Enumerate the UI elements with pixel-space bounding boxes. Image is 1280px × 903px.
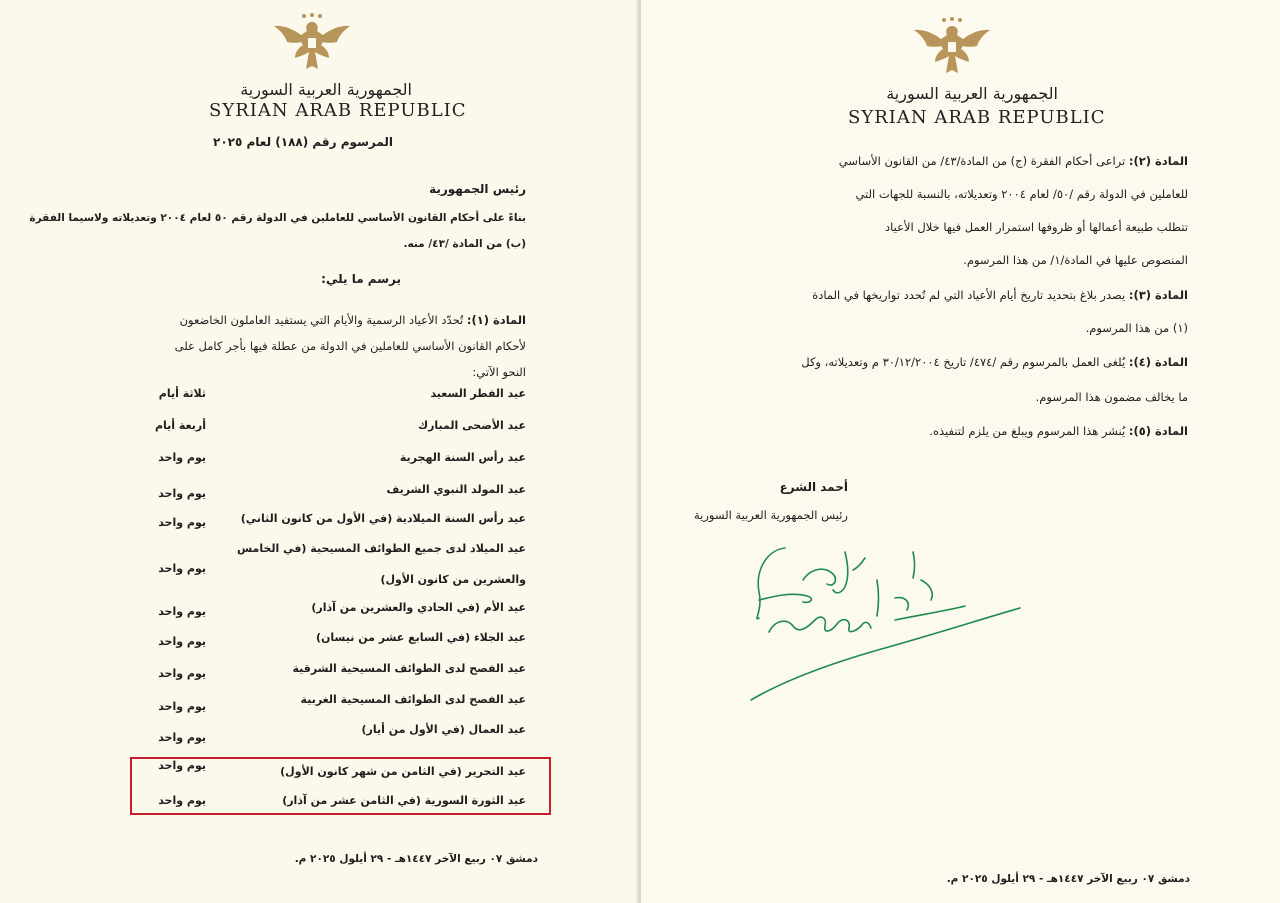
eagle-emblem-icon	[272, 12, 352, 72]
article-3-line-2: (١) من هذا المرسوم.	[1085, 321, 1188, 335]
article-4-text-line-1: يُلغى العمل بالمرسوم رقم /٤٧٤/ تاريخ ٣٠/١٢/٢٠٠٤ م وتعديلاته، وكل	[801, 355, 1126, 369]
holiday-name: عيد الفطر السعيد	[430, 387, 526, 400]
handwritten-signature-icon	[745, 540, 1025, 710]
decree-page-1	[0, 0, 638, 903]
holiday-duration: يوم واحد	[158, 451, 206, 464]
article-2-line-1	[839, 154, 1188, 168]
decrees-heading: يرسم ما يلي:	[321, 272, 401, 286]
holiday-name: عيد المولد النبوي الشريف	[386, 483, 526, 496]
article-1-line-2: لأحكام القانون الأساسي للعاملين في الدولة من عطلة فيها بأجر كامل على	[174, 339, 526, 353]
article-5-line-1	[929, 424, 1188, 438]
holiday-name: عيد الأم (في الحادي والعشرين من آذار)	[311, 601, 526, 614]
signatory-name: أحمد الشرع	[779, 480, 848, 494]
article-1-text-line-1: تُحدّد الأعياد الرسمية والأيام التي يستفيد العاملون الخاضعون	[179, 313, 464, 327]
president-heading: رئيس الجمهورية	[429, 182, 526, 196]
holiday-duration: يوم واحد	[158, 605, 206, 618]
article-4-line-2: ما يخالف مضمون هذا المرسوم.	[1035, 390, 1188, 404]
header-arabic-name: الجمهورية العربية السورية	[886, 84, 1058, 103]
preamble-line-2: (ب) من المادة /٤٣/ منه.	[403, 238, 526, 250]
article-4-label: المادة (٤):	[1128, 355, 1188, 369]
date-line: دمشق ٠٧ ربيع الآخر ١٤٤٧هـ - ٢٩ أيلول ٢٠٢٥ م.	[946, 873, 1190, 885]
holiday-name-continued: والعشرين من كانون الأول)	[380, 573, 526, 586]
article-1-line-3: النحو الآتي:	[472, 365, 526, 379]
date-line: دمشق ٠٧ ربيع الآخر ١٤٤٧هـ - ٢٩ أيلول ٢٠٢٥ م.	[294, 853, 538, 865]
article-3-label: المادة (٣):	[1128, 288, 1188, 302]
holiday-duration: يوم واحد	[158, 759, 206, 772]
holiday-duration: يوم واحد	[158, 562, 206, 575]
holiday-name: عيد الفصح لدى الطوائف المسيحية الغربية	[300, 693, 526, 706]
holiday-duration: يوم واحد	[158, 635, 206, 648]
decree-page-2	[641, 0, 1280, 903]
holiday-name: عيد رأس السنة الميلادية (في الأول من كانون الثاني)	[240, 512, 526, 525]
holiday-duration: يوم واحد	[158, 667, 206, 680]
holiday-name: عيد العمال (في الأول من أيار)	[361, 723, 526, 736]
article-3-line-1	[812, 288, 1188, 302]
holiday-duration: يوم واحد	[158, 731, 206, 744]
holiday-duration: يوم واحد	[158, 794, 206, 807]
article-1-label: المادة (١):	[466, 313, 526, 327]
header-english-name: SYRIAN ARAB REPUBLIC	[848, 107, 1106, 128]
holiday-duration: أربعة أيام	[154, 419, 206, 432]
article-2-text-line-1: تراعى أحكام الفقرة (ج) من المادة/٤٣/ من القانون الأساسي	[838, 154, 1126, 168]
holiday-name: عيد التحرير (في الثامن من شهر كانون الأول)	[280, 765, 526, 778]
holiday-duration: يوم واحد	[158, 516, 206, 529]
article-3-text-line-1: يصدر بلاغ بتحديد تاريخ أيام الأعياد التي لم تُحدد تواريخها في المادة	[812, 288, 1126, 302]
decree-title: المرسوم رقم (١٨٨) لعام ٢٠٢٥	[213, 135, 393, 149]
article-2-line-4: المنصوص عليها في المادة/١/ من هذا المرسوم.	[963, 253, 1188, 267]
article-1-line-1	[180, 313, 526, 327]
holiday-name: عيد الفصح لدى الطوائف المسيحية الشرقية	[292, 662, 526, 675]
article-2-label: المادة (٢):	[1128, 154, 1188, 168]
article-2-line-3: تتطلب طبيعة أعمالها أو ظروفها استمرار العمل فيها خلال الأعياد	[885, 220, 1188, 234]
holiday-name: عيد رأس السنة الهجرية	[399, 451, 526, 464]
article-4-line-1	[801, 355, 1188, 369]
eagle-emblem-icon	[912, 16, 992, 76]
holiday-name: عيد الميلاد لدى جميع الطوائف المسيحية (في الخامس	[236, 542, 526, 555]
highlight-box	[130, 757, 551, 815]
holiday-name: عيد الثورة السورية (في الثامن عشر من آذار)	[282, 794, 526, 807]
holiday-duration: يوم واحد	[158, 487, 206, 500]
preamble-line-1: بناءً على أحكام القانون الأساسي للعاملين في الدولة رقم ٥٠ لعام ٢٠٠٤ وتعديلاته ولاسيما الفقرة	[29, 212, 526, 224]
header-english-name: SYRIAN ARAB REPUBLIC	[209, 100, 467, 121]
holiday-name: عيد الجلاء (في السابع عشر من نيسان)	[316, 631, 526, 644]
header-arabic-name: الجمهورية العربية السورية	[240, 80, 412, 99]
holiday-name: عيد الأضحى المبارك	[418, 419, 526, 432]
holiday-duration: يوم واحد	[158, 700, 206, 713]
signatory-title: رئيس الجمهورية العربية السورية	[693, 508, 848, 522]
article-5-label: المادة (٥):	[1128, 424, 1188, 438]
article-2-line-2: للعاملين في الدولة رقم /٥٠/ لعام ٢٠٠٤ وتعديلاته، بالنسبة للجهات التي	[855, 187, 1188, 201]
holiday-duration: ثلاثة أيام	[158, 387, 206, 400]
article-5-text-line-1: يُنشر هذا المرسوم ويبلغ من يلزم لتنفيذه.	[929, 424, 1126, 438]
